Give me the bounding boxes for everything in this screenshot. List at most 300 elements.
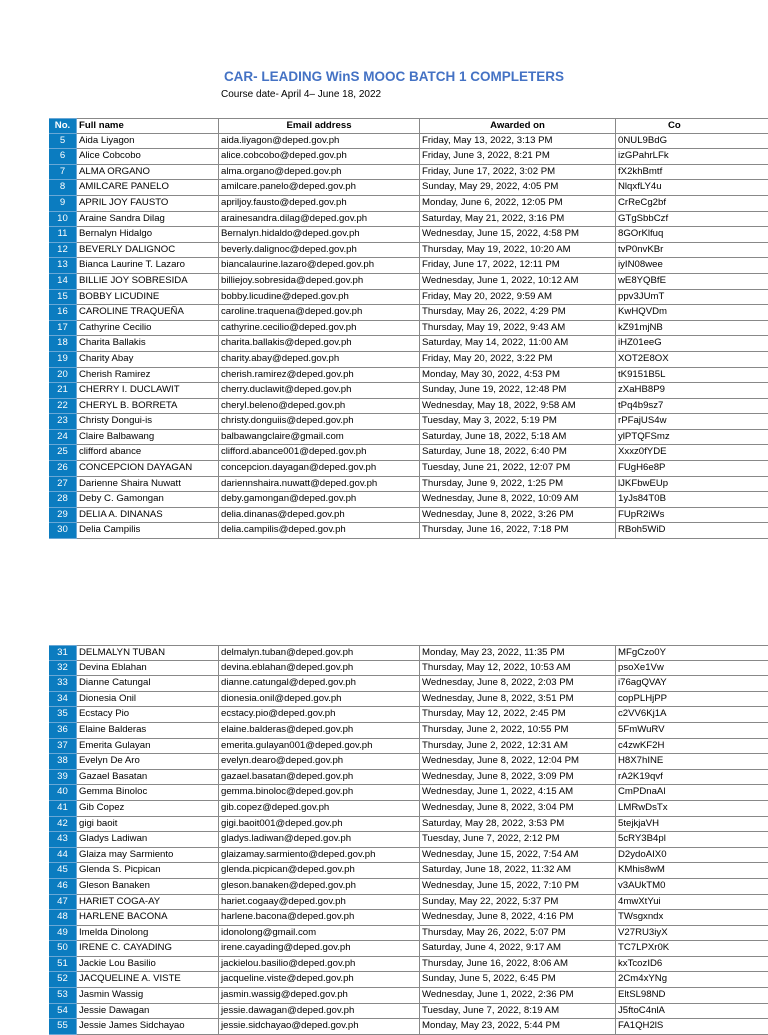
cell-email: amilcare.panelo@deped.gov.ph <box>219 180 420 196</box>
cell-number: 5 <box>49 134 77 150</box>
cell-email: balbawangclaire@gmail.com <box>219 430 420 446</box>
cell-awarded-on: Thursday, May 12, 2022, 2:45 PM <box>420 707 616 723</box>
cell-number: 6 <box>49 149 77 165</box>
cell-code: v3AUkTM0 <box>616 879 768 895</box>
cell-email: Bernalyn.hidaldo@deped.gov.ph <box>219 227 420 243</box>
table-row <box>49 212 768 228</box>
cell-email: cherish.ramirez@deped.gov.ph <box>219 368 420 384</box>
table-row <box>49 274 768 290</box>
table-row <box>49 461 768 477</box>
table-row <box>49 739 768 755</box>
cell-full-name: CAROLINE TRAQUEÑA <box>77 305 219 321</box>
table-row <box>49 879 768 895</box>
table-row <box>49 321 768 337</box>
cell-number: 27 <box>49 477 77 493</box>
cell-awarded-on: Wednesday, May 18, 2022, 9:58 AM <box>420 399 616 415</box>
cell-email: gleson.banaken@deped.gov.ph <box>219 879 420 895</box>
cell-full-name: Glaiza may Sarmiento <box>77 848 219 864</box>
cell-code: Xxxz0fYDE <box>616 445 768 461</box>
cell-number: 26 <box>49 461 77 477</box>
cell-awarded-on: Sunday, June 19, 2022, 12:48 PM <box>420 383 616 399</box>
header-email: Email address <box>219 118 420 134</box>
cell-code: MFgCzo0Y <box>616 645 768 661</box>
cell-awarded-on: Sunday, May 22, 2022, 5:37 PM <box>420 895 616 911</box>
table-row <box>49 305 768 321</box>
cell-awarded-on: Friday, June 17, 2022, 12:11 PM <box>420 258 616 274</box>
cell-email: aida.liyagon@deped.gov.ph <box>219 134 420 150</box>
table-row <box>49 661 768 677</box>
cell-full-name: Ecstacy Pio <box>77 707 219 723</box>
cell-email: gemma.binoloc@deped.gov.ph <box>219 785 420 801</box>
table-row <box>49 445 768 461</box>
cell-email: apriljoy.fausto@deped.gov.ph <box>219 196 420 212</box>
cell-awarded-on: Sunday, May 29, 2022, 4:05 PM <box>420 180 616 196</box>
cell-full-name: Dionesia Onil <box>77 692 219 708</box>
cell-awarded-on: Thursday, May 26, 2022, 5:07 PM <box>420 926 616 942</box>
cell-full-name: Cathyrine Cecilio <box>77 321 219 337</box>
cell-email: emerita.gulayan001@deped.gov.ph <box>219 739 420 755</box>
cell-email: gib.copez@deped.gov.ph <box>219 801 420 817</box>
cell-code: fX2khBmtf <box>616 165 768 181</box>
cell-number: 7 <box>49 165 77 181</box>
table-row <box>49 134 768 150</box>
cell-awarded-on: Thursday, May 26, 2022, 4:29 PM <box>420 305 616 321</box>
cell-full-name: gigi baoit <box>77 817 219 833</box>
table-row <box>49 801 768 817</box>
table-row <box>49 754 768 770</box>
cell-email: hariet.cogaay@deped.gov.ph <box>219 895 420 911</box>
cell-number: 33 <box>49 676 77 692</box>
cell-full-name: JACQUELINE A. VISTE <box>77 972 219 988</box>
cell-number: 46 <box>49 879 77 895</box>
table-row <box>49 941 768 957</box>
cell-full-name: AMILCARE PANELO <box>77 180 219 196</box>
header-no: No. <box>49 118 77 134</box>
cell-full-name: Araine Sandra Dilag <box>77 212 219 228</box>
table-row <box>49 180 768 196</box>
cell-code: zXaHB8P9 <box>616 383 768 399</box>
table-row <box>49 227 768 243</box>
cell-awarded-on: Friday, May 20, 2022, 3:22 PM <box>420 352 616 368</box>
cell-full-name: Cherish Ramirez <box>77 368 219 384</box>
cell-number: 50 <box>49 941 77 957</box>
table-row <box>49 492 768 508</box>
table-row <box>49 910 768 926</box>
cell-code: c4zwKF2H <box>616 739 768 755</box>
cell-code: EltSL98ND <box>616 988 768 1004</box>
cell-awarded-on: Wednesday, June 8, 2022, 10:09 AM <box>420 492 616 508</box>
cell-email: charita.ballakis@deped.gov.ph <box>219 336 420 352</box>
cell-full-name: Glenda S. Picpican <box>77 863 219 879</box>
table-row <box>49 258 768 274</box>
cell-code: TC7LPXr0K <box>616 941 768 957</box>
cell-full-name: Dianne Catungal <box>77 676 219 692</box>
cell-awarded-on: Friday, May 13, 2022, 3:13 PM <box>420 134 616 150</box>
cell-number: 40 <box>49 785 77 801</box>
table-row <box>49 817 768 833</box>
cell-full-name: Jessie James Sidchayao <box>77 1019 219 1035</box>
cell-awarded-on: Monday, May 30, 2022, 4:53 PM <box>420 368 616 384</box>
cell-number: 42 <box>49 817 77 833</box>
cell-code: i76agQVAY <box>616 676 768 692</box>
cell-email: harlene.bacona@deped.gov.ph <box>219 910 420 926</box>
cell-number: 10 <box>49 212 77 228</box>
cell-number: 37 <box>49 739 77 755</box>
table-row <box>49 477 768 493</box>
cell-full-name: Imelda Dinolong <box>77 926 219 942</box>
cell-email: arainesandra.dilag@deped.gov.ph <box>219 212 420 228</box>
cell-full-name: Emerita Gulayan <box>77 739 219 755</box>
cell-code: D2ydoAIX0 <box>616 848 768 864</box>
table-row <box>49 770 768 786</box>
cell-number: 8 <box>49 180 77 196</box>
table-row <box>49 336 768 352</box>
document-title: CAR- LEADING WinS MOOC BATCH 1 COMPLETERS <box>223 69 565 84</box>
cell-full-name: BILLIE JOY SOBRESIDA <box>77 274 219 290</box>
cell-full-name: Evelyn De Aro <box>77 754 219 770</box>
cell-awarded-on: Thursday, June 2, 2022, 12:31 AM <box>420 739 616 755</box>
cell-awarded-on: Saturday, June 18, 2022, 5:18 AM <box>420 430 616 446</box>
cell-number: 13 <box>49 258 77 274</box>
cell-code: copPLHjPP <box>616 692 768 708</box>
cell-full-name: Gleson Banaken <box>77 879 219 895</box>
header-full-name: Full name <box>77 118 219 134</box>
table-row <box>49 399 768 415</box>
cell-number: 41 <box>49 801 77 817</box>
table-row <box>49 508 768 524</box>
cell-email: ecstacy.pio@deped.gov.ph <box>219 707 420 723</box>
cell-number: 49 <box>49 926 77 942</box>
cell-awarded-on: Friday, May 20, 2022, 9:59 AM <box>420 290 616 306</box>
cell-code: KMhis8wM <box>616 863 768 879</box>
cell-code: XOT2E8OX <box>616 352 768 368</box>
table-row <box>49 645 768 661</box>
cell-code: 4mwXtYui <box>616 895 768 911</box>
cell-code: CrReCg2bf <box>616 196 768 212</box>
cell-number: 24 <box>49 430 77 446</box>
cell-full-name: Delia Campilis <box>77 523 219 539</box>
cell-number: 45 <box>49 863 77 879</box>
cell-number: 35 <box>49 707 77 723</box>
cell-awarded-on: Thursday, June 2, 2022, 10:55 PM <box>420 723 616 739</box>
table-row <box>49 676 768 692</box>
cell-email: jasmin.wassig@deped.gov.ph <box>219 988 420 1004</box>
cell-code: iHZ01eeG <box>616 336 768 352</box>
cell-awarded-on: Tuesday, May 3, 2022, 5:19 PM <box>420 414 616 430</box>
cell-email: deby.gamongan@deped.gov.ph <box>219 492 420 508</box>
cell-email: dariennshaira.nuwatt@deped.gov.ph <box>219 477 420 493</box>
cell-awarded-on: Wednesday, June 8, 2022, 3:09 PM <box>420 770 616 786</box>
cell-full-name: Bernalyn Hidalgo <box>77 227 219 243</box>
cell-awarded-on: Wednesday, June 8, 2022, 12:04 PM <box>420 754 616 770</box>
cell-awarded-on: Thursday, May 12, 2022, 10:53 AM <box>420 661 616 677</box>
cell-full-name: Devina Eblahan <box>77 661 219 677</box>
cell-awarded-on: Friday, June 17, 2022, 3:02 PM <box>420 165 616 181</box>
cell-code: 8GOrKlfuq <box>616 227 768 243</box>
cell-full-name: Jasmin Wassig <box>77 988 219 1004</box>
cell-email: billiejoy.sobresida@deped.gov.ph <box>219 274 420 290</box>
cell-awarded-on: Monday, May 23, 2022, 5:44 PM <box>420 1019 616 1035</box>
cell-code: FUpR2iWs <box>616 508 768 524</box>
cell-code: 1yJs84T0B <box>616 492 768 508</box>
table-row <box>49 707 768 723</box>
cell-full-name: IRENE C. CAYADING <box>77 941 219 957</box>
cell-awarded-on: Tuesday, June 21, 2022, 12:07 PM <box>420 461 616 477</box>
cell-email: jessie.dawagan@deped.gov.ph <box>219 1004 420 1020</box>
cell-awarded-on: Saturday, June 18, 2022, 6:40 PM <box>420 445 616 461</box>
cell-email: cathyrine.cecilio@deped.gov.ph <box>219 321 420 337</box>
cell-number: 20 <box>49 368 77 384</box>
course-date: Course date- April 4– June 18, 2022 <box>221 89 382 100</box>
cell-code: wE8YQBfE <box>616 274 768 290</box>
cell-awarded-on: Thursday, June 16, 2022, 7:18 PM <box>420 523 616 539</box>
cell-code: tvP0nvKBr <box>616 243 768 259</box>
cell-full-name: Christy Dongui-is <box>77 414 219 430</box>
cell-email: dionesia.onil@deped.gov.ph <box>219 692 420 708</box>
cell-email: christy.donguiis@deped.gov.ph <box>219 414 420 430</box>
table-row <box>49 290 768 306</box>
table-row <box>49 243 768 259</box>
table-row <box>49 352 768 368</box>
table-row <box>49 723 768 739</box>
cell-email: glaizamay.sarmiento@deped.gov.ph <box>219 848 420 864</box>
table-row <box>49 430 768 446</box>
cell-full-name: Gladys Ladiwan <box>77 832 219 848</box>
cell-code: 5cRY3B4pl <box>616 832 768 848</box>
cell-full-name: Jackie Lou Basilio <box>77 957 219 973</box>
cell-code: c2VV6Kj1A <box>616 707 768 723</box>
cell-full-name: Charity Abay <box>77 352 219 368</box>
cell-code: RBoh5WiD <box>616 523 768 539</box>
table-row <box>49 414 768 430</box>
table-row <box>49 832 768 848</box>
cell-full-name: CHERRY I. DUCLAWIT <box>77 383 219 399</box>
cell-code: H8X7hINE <box>616 754 768 770</box>
cell-awarded-on: Saturday, May 28, 2022, 3:53 PM <box>420 817 616 833</box>
cell-code: FUgH6e8P <box>616 461 768 477</box>
cell-awarded-on: Thursday, May 19, 2022, 10:20 AM <box>420 243 616 259</box>
cell-awarded-on: Saturday, May 21, 2022, 3:16 PM <box>420 212 616 228</box>
cell-number: 48 <box>49 910 77 926</box>
cell-full-name: CONCEPCION DAYAGAN <box>77 461 219 477</box>
cell-awarded-on: Tuesday, June 7, 2022, 8:19 AM <box>420 1004 616 1020</box>
cell-code: kxTcozID6 <box>616 957 768 973</box>
cell-number: 32 <box>49 661 77 677</box>
cell-code: 2Cm4xYNg <box>616 972 768 988</box>
cell-number: 23 <box>49 414 77 430</box>
completers-table-1 <box>49 118 768 539</box>
cell-code: FA1QH2lS <box>616 1019 768 1035</box>
cell-awarded-on: Wednesday, June 1, 2022, 2:36 PM <box>420 988 616 1004</box>
cell-code: ylPTQFSmz <box>616 430 768 446</box>
table-row <box>49 1019 768 1035</box>
cell-number: 14 <box>49 274 77 290</box>
cell-full-name: Darienne Shaira Nuwatt <box>77 477 219 493</box>
cell-full-name: Gazael Basatan <box>77 770 219 786</box>
table-row <box>49 196 768 212</box>
cell-awarded-on: Saturday, May 14, 2022, 11:00 AM <box>420 336 616 352</box>
cell-awarded-on: Monday, May 23, 2022, 11:35 PM <box>420 645 616 661</box>
cell-number: 36 <box>49 723 77 739</box>
cell-email: clifford.abance001@deped.gov.ph <box>219 445 420 461</box>
cell-code: kZ91mjNB <box>616 321 768 337</box>
table-row <box>49 972 768 988</box>
cell-email: idonolong@gmail.com <box>219 926 420 942</box>
cell-full-name: APRIL JOY FAUSTO <box>77 196 219 212</box>
cell-awarded-on: Monday, June 6, 2022, 12:05 PM <box>420 196 616 212</box>
cell-email: delia.dinanas@deped.gov.ph <box>219 508 420 524</box>
cell-number: 54 <box>49 1004 77 1020</box>
cell-number: 53 <box>49 988 77 1004</box>
cell-full-name: Elaine Balderas <box>77 723 219 739</box>
table-header-row <box>49 118 768 134</box>
cell-awarded-on: Wednesday, June 8, 2022, 3:26 PM <box>420 508 616 524</box>
cell-awarded-on: Saturday, June 4, 2022, 9:17 AM <box>420 941 616 957</box>
cell-email: charity.abay@deped.gov.ph <box>219 352 420 368</box>
cell-full-name: Aida Liyagon <box>77 134 219 150</box>
cell-number: 43 <box>49 832 77 848</box>
cell-awarded-on: Wednesday, June 8, 2022, 3:51 PM <box>420 692 616 708</box>
cell-number: 52 <box>49 972 77 988</box>
cell-email: alice.cobcobo@deped.gov.ph <box>219 149 420 165</box>
cell-code: tPq4b9sz7 <box>616 399 768 415</box>
cell-awarded-on: Wednesday, June 8, 2022, 3:04 PM <box>420 801 616 817</box>
cell-full-name: BEVERLY DALIGNOC <box>77 243 219 259</box>
cell-code: izGPahrLFk <box>616 149 768 165</box>
cell-email: alma.organo@deped.gov.ph <box>219 165 420 181</box>
cell-number: 31 <box>49 645 77 661</box>
cell-email: cheryl.beleno@deped.gov.ph <box>219 399 420 415</box>
table-row <box>49 523 768 539</box>
cell-full-name: Claire Balbawang <box>77 430 219 446</box>
table-row <box>49 926 768 942</box>
cell-number: 44 <box>49 848 77 864</box>
cell-full-name: clifford abance <box>77 445 219 461</box>
cell-email: jessie.sidchayao@deped.gov.ph <box>219 1019 420 1035</box>
cell-full-name: Bianca Laurine T. Lazaro <box>77 258 219 274</box>
cell-email: elaine.balderas@deped.gov.ph <box>219 723 420 739</box>
cell-email: irene.cayading@deped.gov.ph <box>219 941 420 957</box>
cell-email: evelyn.dearo@deped.gov.ph <box>219 754 420 770</box>
cell-number: 18 <box>49 336 77 352</box>
cell-full-name: Deby C. Gamongan <box>77 492 219 508</box>
cell-awarded-on: Wednesday, June 1, 2022, 10:12 AM <box>420 274 616 290</box>
cell-number: 29 <box>49 508 77 524</box>
cell-email: biancalaurine.lazaro@deped.gov.ph <box>219 258 420 274</box>
cell-full-name: DELIA A. DINANAS <box>77 508 219 524</box>
cell-awarded-on: Thursday, May 19, 2022, 9:43 AM <box>420 321 616 337</box>
cell-code: NlqxfLY4u <box>616 180 768 196</box>
cell-full-name: HARLENE BACONA <box>77 910 219 926</box>
cell-number: 39 <box>49 770 77 786</box>
cell-code: psoXe1Vw <box>616 661 768 677</box>
completers-table-2 <box>49 645 768 1035</box>
cell-code: iyIN08wee <box>616 258 768 274</box>
cell-email: delia.campilis@deped.gov.ph <box>219 523 420 539</box>
table-row <box>49 957 768 973</box>
table-row <box>49 785 768 801</box>
cell-number: 15 <box>49 290 77 306</box>
cell-full-name: Gib Copez <box>77 801 219 817</box>
cell-email: gazael.basatan@deped.gov.ph <box>219 770 420 786</box>
cell-number: 30 <box>49 523 77 539</box>
cell-code: 5tejkjaVH <box>616 817 768 833</box>
cell-email: dianne.catungal@deped.gov.ph <box>219 676 420 692</box>
table-row <box>49 692 768 708</box>
cell-email: bobby.licudine@deped.gov.ph <box>219 290 420 306</box>
cell-awarded-on: Wednesday, June 15, 2022, 7:10 PM <box>420 879 616 895</box>
cell-code: J5ftoC4nlA <box>616 1004 768 1020</box>
table-row <box>49 383 768 399</box>
table-row <box>49 165 768 181</box>
cell-full-name: DELMALYN TUBAN <box>77 645 219 661</box>
cell-awarded-on: Tuesday, June 7, 2022, 2:12 PM <box>420 832 616 848</box>
cell-full-name: CHERYL B. BORRETA <box>77 399 219 415</box>
cell-code: ppv3JUmT <box>616 290 768 306</box>
cell-number: 28 <box>49 492 77 508</box>
cell-awarded-on: Wednesday, June 15, 2022, 4:58 PM <box>420 227 616 243</box>
cell-awarded-on: Saturday, June 18, 2022, 11:32 AM <box>420 863 616 879</box>
cell-email: gladys.ladiwan@deped.gov.ph <box>219 832 420 848</box>
cell-code: LMRwDsTx <box>616 801 768 817</box>
cell-code: V27RU3iyX <box>616 926 768 942</box>
cell-number: 22 <box>49 399 77 415</box>
cell-awarded-on: Friday, June 3, 2022, 8:21 PM <box>420 149 616 165</box>
cell-code: 5FmWuRV <box>616 723 768 739</box>
cell-number: 16 <box>49 305 77 321</box>
cell-email: glenda.picpican@deped.gov.ph <box>219 863 420 879</box>
table-row <box>49 988 768 1004</box>
cell-number: 34 <box>49 692 77 708</box>
cell-awarded-on: Wednesday, June 8, 2022, 2:03 PM <box>420 676 616 692</box>
table-row <box>49 863 768 879</box>
cell-awarded-on: Wednesday, June 15, 2022, 7:54 AM <box>420 848 616 864</box>
cell-full-name: Gemma Binoloc <box>77 785 219 801</box>
cell-awarded-on: Sunday, June 5, 2022, 6:45 PM <box>420 972 616 988</box>
cell-code: KwHQVDm <box>616 305 768 321</box>
cell-full-name: ALMA ORGANO <box>77 165 219 181</box>
cell-code: TWsgxndx <box>616 910 768 926</box>
cell-full-name: BOBBY LICUDINE <box>77 290 219 306</box>
header-awarded-on: Awarded on <box>420 118 616 134</box>
table-row <box>49 149 768 165</box>
cell-email: beverly.dalignoc@deped.gov.ph <box>219 243 420 259</box>
cell-full-name: Jessie Dawagan <box>77 1004 219 1020</box>
cell-number: 55 <box>49 1019 77 1035</box>
cell-code: CmPDnaAl <box>616 785 768 801</box>
cell-number: 11 <box>49 227 77 243</box>
cell-number: 38 <box>49 754 77 770</box>
cell-full-name: Alice Cobcobo <box>77 149 219 165</box>
cell-code: rA2K19qvf <box>616 770 768 786</box>
cell-number: 17 <box>49 321 77 337</box>
cell-number: 9 <box>49 196 77 212</box>
header-code: Co <box>616 118 768 134</box>
cell-email: gigi.baoit001@deped.gov.ph <box>219 817 420 833</box>
cell-awarded-on: Wednesday, June 8, 2022, 4:16 PM <box>420 910 616 926</box>
cell-awarded-on: Thursday, June 16, 2022, 8:06 AM <box>420 957 616 973</box>
cell-number: 12 <box>49 243 77 259</box>
cell-number: 25 <box>49 445 77 461</box>
cell-number: 21 <box>49 383 77 399</box>
table-row <box>49 895 768 911</box>
cell-number: 47 <box>49 895 77 911</box>
cell-number: 51 <box>49 957 77 973</box>
cell-code: 0NUL9BdG <box>616 134 768 150</box>
cell-full-name: HARIET COGA-AY <box>77 895 219 911</box>
cell-email: devina.eblahan@deped.gov.ph <box>219 661 420 677</box>
cell-email: delmalyn.tuban@deped.gov.ph <box>219 645 420 661</box>
